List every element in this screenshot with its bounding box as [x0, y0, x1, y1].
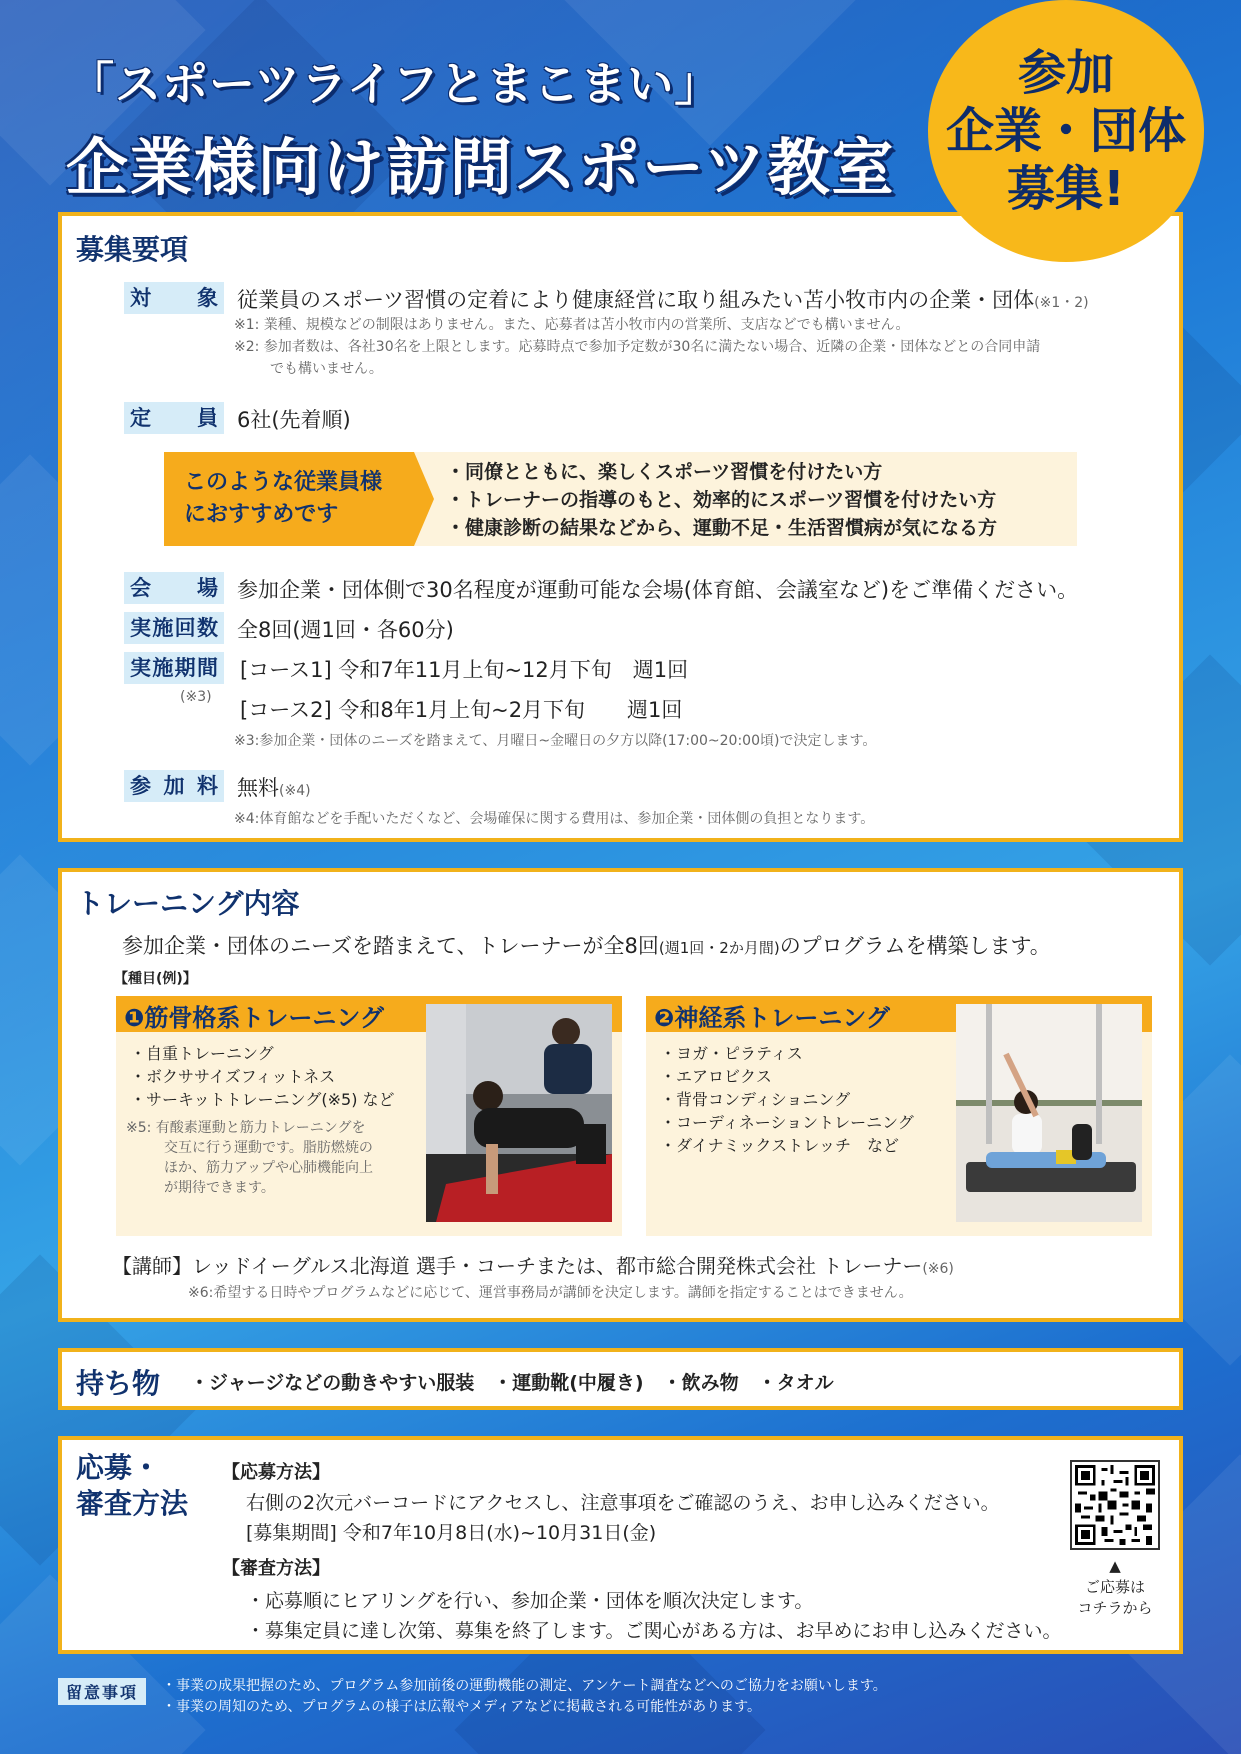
belongings-items: ・ジャージなどの動きやすい服装 ・運動靴(中履き) ・飲み物 ・タオル — [190, 1372, 834, 1394]
recommendation-arrow — [414, 452, 434, 546]
recommendation-box — [164, 452, 1077, 546]
instructor-text — [112, 1250, 954, 1279]
count-value: 全8回(週1回・各60分) — [237, 618, 454, 642]
training-intro — [122, 930, 1051, 960]
venue-value: 参加企業・団体側で30名程度が運動可能な会場(体育館、会議室など)をご準備ください。 — [237, 578, 1079, 602]
review-label: 【審査方法】 — [222, 1558, 330, 1579]
target-ref: (※1・2) — [1034, 295, 1089, 311]
musculoskeletal-note-1: ※5: 有酸素運動と筋力トレーニングを — [126, 1120, 366, 1136]
training-intro-text: 参加企業・団体のニーズを踏まえて、トレーナーが全8回 — [122, 934, 659, 958]
belongings-panel — [58, 1348, 1183, 1410]
neural-title: ❷神経系トレーニング — [654, 1004, 890, 1032]
target-note-2: ※2: 参加者数は、各社30名を上限とします。応募時点で参加予定数が30名に満たない場合、近隣の企業・団体などとの合同申請 — [234, 339, 1041, 355]
period-note: ※3:参加企業・団体のニーズを踏まえて、月曜日~金曜日の夕方以降(17:00~20:00頃)で決定します。 — [234, 733, 877, 749]
count-label: 実施回数 — [124, 612, 224, 644]
musculoskeletal-title: ❶筋骨格系トレーニング — [124, 1004, 384, 1032]
method-label: 【応募方法】 — [222, 1462, 330, 1483]
qr-caption-line-2: コチラから — [1077, 1599, 1153, 1617]
recommendation-item: ・同僚とともに、楽しくスポーツ習慣を付けたい方 — [446, 461, 883, 483]
training-heading: トレーニング内容 — [76, 887, 300, 920]
training-item: ・ヨガ・ピラティス — [660, 1044, 803, 1063]
application-heading — [76, 1450, 188, 1522]
recruiting-badge — [928, 0, 1204, 262]
fee-value — [237, 772, 311, 802]
training-item: ・自重トレーニング — [130, 1044, 274, 1063]
training-intro-small: (週1回・2か月間) — [658, 939, 780, 957]
musculoskeletal-note-3: ほか、筋力アップや心肺機能向上 — [164, 1160, 374, 1176]
instructor-ref: (※6) — [922, 1261, 954, 1277]
period-course-1: [コース1] 令和7年11月上旬~12月下旬 週1回 — [240, 658, 689, 682]
venue-label: 会 場 — [124, 572, 224, 604]
capacity-value: 6社(先着順) — [237, 408, 351, 432]
notes-label: 留意事項 — [58, 1678, 146, 1705]
application-heading-1: 応募・ — [76, 1451, 161, 1484]
application-period: [募集期間] 令和7年10月8日(水)~10月31日(金) — [246, 1522, 657, 1544]
recommendation-item: ・トレーナーの指導のもと、効率的にスポーツ習慣を付けたい方 — [446, 489, 997, 511]
recruitment-heading: 募集要項 — [76, 233, 189, 266]
qr-arrow-icon: ▲ — [1109, 1557, 1121, 1575]
title-subtitle: 「スポーツライフとまこまい」 — [68, 57, 722, 111]
neural-training-box — [646, 996, 1152, 1236]
application-heading-2: 審査方法 — [76, 1487, 189, 1520]
period-label: 実施期間 — [124, 652, 224, 684]
training-item: ・ボクササイズフィットネス — [130, 1067, 336, 1086]
recommendation-title-1: このような従業員様 — [184, 470, 383, 495]
gym-training-photo — [426, 1004, 612, 1222]
qr-caption — [1040, 1556, 1190, 1619]
training-item: ・コーディネーショントレーニング — [660, 1113, 914, 1132]
recommendation-item: ・健康診断の結果などから、運動不足・生活習慣病が気になる方 — [446, 517, 998, 539]
musculoskeletal-note-4: が期待できます。 — [164, 1180, 275, 1196]
target-note-1: ※1: 業種、規模などの制限はありません。また、応募者は苫小牧市内の営業所、支店などでも構いません。 — [234, 317, 910, 333]
recommendation-title — [164, 452, 414, 546]
musculoskeletal-note-2: 交互に行う運動です。脂肪燃焼の — [164, 1140, 373, 1156]
target-text: 従業員のスポーツ習慣の定着により健康経営に取り組みたい苫小牧市内の企業・団体 — [237, 288, 1035, 312]
method-text: 右側の2次元バーコードにアクセスし、注意事項をご確認のうえ、お申し込みください。 — [246, 1492, 1000, 1514]
training-panel — [58, 868, 1183, 1322]
recommendation-list — [446, 458, 997, 542]
notes-list — [162, 1676, 887, 1718]
training-intro-end: のプログラムを構築します。 — [779, 934, 1051, 958]
training-item: ・サーキットトレーニング(※5) など — [130, 1090, 395, 1109]
fee-text: 無料 — [237, 776, 279, 800]
target-note-2b: でも構いません。 — [270, 361, 383, 377]
training-item: ・ダイナミックストレッチ など — [660, 1136, 900, 1155]
review-item-2: ・募集定員に達し次第、募集を終了します。ご関心がある方は、お早めにお申し込みください。 — [246, 1620, 1062, 1642]
page-title: 企業様向け訪問スポーツ教室 — [66, 131, 896, 204]
fee-note: ※4:体育館などを手配いただくなど、会場確保に関する費用は、参加企業・団体側の負担となります。 — [234, 811, 875, 827]
training-item: ・エアロビクス — [660, 1067, 772, 1086]
badge-line-2: 企業・団体 — [945, 103, 1186, 159]
note-item: ・事業の周知のため、プログラムの様子は広報やメディアなどに掲載される可能性があります。 — [162, 1699, 762, 1715]
example-label: 【種目(例)】 — [114, 971, 197, 987]
capacity-label: 定 員 — [124, 402, 224, 434]
recruitment-panel — [58, 212, 1183, 842]
note-item: ・事業の成果把握のため、プログラム参加前後の運動機能の測定、アンケート調査などへのご協力をお願いします。 — [162, 1678, 887, 1694]
application-panel — [58, 1436, 1183, 1654]
application-qr-code[interactable] — [1070, 1460, 1160, 1550]
target-value — [237, 284, 1089, 314]
fee-ref: (※4) — [279, 783, 311, 799]
training-item: ・背骨コンディショニング — [660, 1090, 851, 1109]
qr-caption-line-1: ご応募は — [1084, 1578, 1145, 1596]
yoga-photo — [956, 1004, 1142, 1222]
instructor-label: 【講師】レッドイーグルス北海道 選手・コーチまたは、都市総合開発株式会社 トレーナー — [112, 1254, 923, 1278]
badge-line-3: 募集! — [1007, 161, 1125, 217]
target-label: 対 象 — [124, 282, 224, 314]
musculoskeletal-training-box — [116, 996, 622, 1236]
instructor-note: ※6:希望する日時やプログラムなどに応じて、運営事務局が講師を決定します。講師を指定することはできません。 — [188, 1285, 913, 1301]
badge-line-1: 参加 — [1017, 45, 1114, 101]
period-ref: (※3) — [180, 689, 212, 705]
fee-label: 参 加 料 — [124, 770, 224, 802]
musculoskeletal-list — [130, 1042, 395, 1111]
period-course-2: [コース2] 令和8年1月上旬~2月下旬 週1回 — [240, 698, 683, 722]
recommendation-title-2: におすすめです — [184, 502, 339, 527]
review-item-1: ・応募順にヒアリングを行い、参加企業・団体を順次決定します。 — [246, 1590, 814, 1612]
belongings-heading: 持ち物 — [76, 1367, 161, 1400]
neural-list — [660, 1042, 914, 1157]
